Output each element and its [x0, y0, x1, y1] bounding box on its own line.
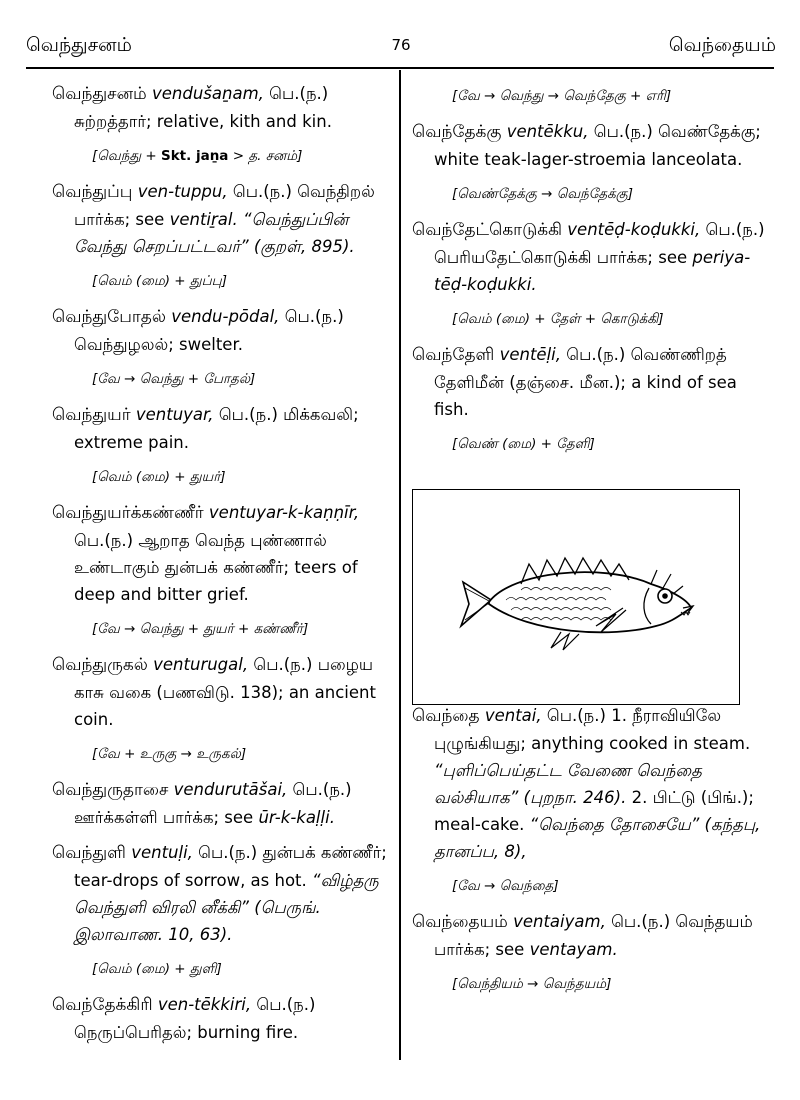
entry-pos: பெ.(ந.) — [546, 706, 606, 725]
entry-etymology: [வே → வெந்து + போதல்] — [92, 371, 256, 387]
dictionary-entry — [412, 908, 770, 994]
entry-pos: பெ.(ந.) — [284, 307, 344, 326]
entry-headword: வெந்துபோதல் — [52, 307, 166, 327]
entry-etymology: [வெம் (மை) + தேள் + கொடுக்கி] — [452, 311, 664, 327]
entry-definition: ஊர்க்கள்ளி பார்க்க; see — [74, 808, 254, 827]
entry-crossref: ventayam. — [529, 940, 618, 959]
entry-pos: பெ.(ந.) — [611, 912, 671, 931]
fish-icon — [451, 552, 701, 652]
entry-definition: வெந்துழலல்; swelter. — [74, 335, 243, 354]
entry-etymology: [வே + உருகு → உருகல்] — [92, 746, 247, 762]
entry-definition: 1. நீராவியிலே புழுங்கியது; anything cooked in steam. — [434, 706, 751, 753]
entry-transliteration: vendurutāšai, — [173, 780, 288, 799]
entry-headword: வெந்துப்பு — [52, 182, 133, 202]
entry-crossref: ventiṟal. — [169, 210, 238, 229]
column-divider — [399, 70, 401, 1060]
entry-quotation-2: “வெந்தை தோசையே” (கந்தபு, தானப்ப, 8), — [434, 815, 761, 861]
dictionary-entry — [52, 651, 390, 764]
dictionary-entry — [412, 118, 770, 204]
entry-pos: பெ.(ந.) — [292, 780, 352, 799]
entry-transliteration: ventēḷi, — [499, 345, 562, 364]
entry-definition: வெண்ணிறத் தேளிமீன் (தஞ்சை. மீன.); a kind of sea fish. — [434, 345, 737, 419]
entry-quotation: “விழ்தரு வெந்துளி விரலி னீக்கி” (பெருங். இலாவாண. 10, 63). — [74, 871, 379, 944]
left-column — [52, 80, 390, 1046]
header-rule — [26, 67, 774, 69]
entry-headword: வெந்துசனம் — [52, 84, 147, 104]
entry-definition-2: 2. பிட்டு (பிங்.); meal-cake. — [434, 788, 754, 834]
dictionary-entry — [52, 991, 390, 1046]
entry-crossref: periya-tēḍ-koḍukki. — [434, 248, 751, 294]
entry-etymology: [வெம் (மை) + துயர்] — [92, 469, 226, 485]
entry-transliteration: ventai, — [484, 706, 542, 725]
entry-headword: வெந்துளி — [52, 843, 126, 863]
entry-etymology: [வே → வெந்தை] — [452, 878, 559, 894]
entry-headword: வெந்துயர்க்கண்ணீர் — [52, 503, 204, 523]
entry-transliteration: ventēḍ-koḍukki, — [567, 220, 701, 239]
entry-transliteration: ventuyar-k-kaṇṇīr, — [208, 503, 360, 522]
entry-headword: வெந்தையம் — [412, 912, 508, 932]
dictionary-entry — [52, 401, 390, 487]
entry-etymology: [வெந்தியம் → வெந்தயம்] — [452, 976, 612, 992]
entry-etymology: [வெம் (மை) + துப்பு] — [92, 273, 227, 289]
entry-definition: நெருப்பெரிதல்; burning fire. — [74, 1023, 299, 1042]
entry-pos: பெ.(ந.) — [74, 531, 134, 550]
entry-etymology: [வே → வெந்து → வெந்தேகு + எரி] — [452, 88, 672, 104]
dictionary-entry — [412, 341, 770, 454]
etymology-source: Skt. jaṉa — [160, 148, 229, 164]
entry-quotation: “புளிப்பெய்தட்ட வேணை வெந்தை வல்சியாக” (புறநா. 246). — [434, 761, 702, 807]
entry-etymology — [92, 146, 390, 166]
entry-definition: சுற்றத்தார்; relative, kith and kin. — [74, 112, 332, 131]
entry-pos: பெ.(ந.) — [198, 843, 258, 862]
fish-illustration-frame — [412, 489, 740, 705]
entry-headword: வெந்தேளி — [412, 345, 495, 365]
entry-definition: ஆறாத வெந்த புண்ணால் உண்டாகும் துன்பக் கண்ணீர்; teers of deep and bitter grief. — [74, 531, 358, 604]
dictionary-entry — [52, 499, 390, 639]
dictionary-entry — [412, 702, 770, 896]
entry-quotation: “வெந்துப்பின் வேந்து செறப்பட்டவர்” (குறள், 895). — [74, 210, 355, 256]
entry-definition: பெரியதேட்கொடுக்கி பார்க்க; see — [434, 248, 688, 267]
entry-transliteration: ven-tēkkiri, — [157, 995, 252, 1014]
dictionary-entry — [52, 80, 390, 166]
etymology-text: > த. சனம்] — [228, 148, 303, 164]
entry-transliteration: ventaiyam, — [513, 912, 606, 931]
entry-transliteration: ven-tuppu, — [137, 182, 228, 201]
dictionary-entry — [52, 776, 390, 831]
entry-headword: வெந்துருகல் — [52, 655, 148, 675]
entry-headword: வெந்தேட்கொடுக்கி — [412, 220, 563, 240]
entry-headword: வெந்தேக்கிரி — [52, 995, 153, 1015]
entry-headword: வெந்தை — [412, 706, 480, 726]
dictionary-entry — [52, 178, 390, 291]
page-number: 76 — [391, 36, 411, 54]
entry-definition: மிக்கவலி; extreme pain. — [74, 405, 359, 452]
entry-headword: வெந்துருதாசை — [52, 780, 169, 800]
dictionary-entry — [52, 303, 390, 389]
entry-headword: வெந்துயர் — [52, 405, 131, 425]
entry-etymology: [வெண் (மை) + தேளி] — [452, 436, 595, 452]
entry-transliteration: ventēkku, — [506, 122, 589, 141]
entry-etymology: [வெண்தேக்கு → வெந்தேக்கு] — [452, 186, 633, 202]
entry-definition: வெந்திறல் பார்க்க; see — [74, 182, 375, 229]
entry-definition: வெந்தயம் பார்க்க; see — [434, 912, 753, 959]
entry-definition: துன்பக் கண்ணீர்; tear-drops of sorrow, as hot. — [74, 843, 387, 890]
entry-pos: பெ.(ந.) — [256, 995, 316, 1014]
entry-etymology: [வே → வெந்து + துயர் + கண்ணீர்] — [92, 621, 309, 637]
entry-pos: பெ.(ந.) — [705, 220, 765, 239]
entry-etymology: [வெம் (மை) + துளி] — [92, 961, 222, 977]
header-last-headword: வெந்தையம் — [668, 34, 776, 56]
entry-pos: பெ.(ந.) — [218, 405, 278, 424]
dictionary-entry — [412, 216, 770, 329]
entry-pos: பெ.(ந.) — [232, 182, 292, 201]
entry-definition: வெண்தேக்கு; white teak-lager-stroemia lanceolata. — [434, 122, 761, 169]
page-header — [26, 34, 776, 62]
entry-transliteration: vendu-pōdal, — [171, 307, 280, 326]
entry-crossref: ūr-k-kaḷḷi. — [258, 808, 335, 827]
entry-transliteration: ventuḷi, — [131, 843, 193, 862]
entry-pos: பெ.(ந.) — [593, 122, 653, 141]
entry-definition: பழைய காசு வகை (பணவிடு. 138); an ancient coin. — [74, 655, 376, 729]
header-first-headword: வெந்துசனம் — [26, 34, 132, 56]
entry-transliteration: venturugal, — [153, 655, 249, 674]
entry-pos: பெ.(ந.) — [253, 655, 313, 674]
entry-pos: பெ.(ந.) — [566, 345, 626, 364]
entry-headword: வெந்தேக்கு — [412, 122, 502, 142]
entry-transliteration: vendušaṉam, — [151, 84, 264, 103]
entry-transliteration: ventuyar, — [135, 405, 214, 424]
entry-pos: பெ.(ந.) — [269, 84, 329, 103]
etymology-text: [வெந்து + — [92, 148, 161, 164]
dictionary-entry — [52, 839, 390, 979]
